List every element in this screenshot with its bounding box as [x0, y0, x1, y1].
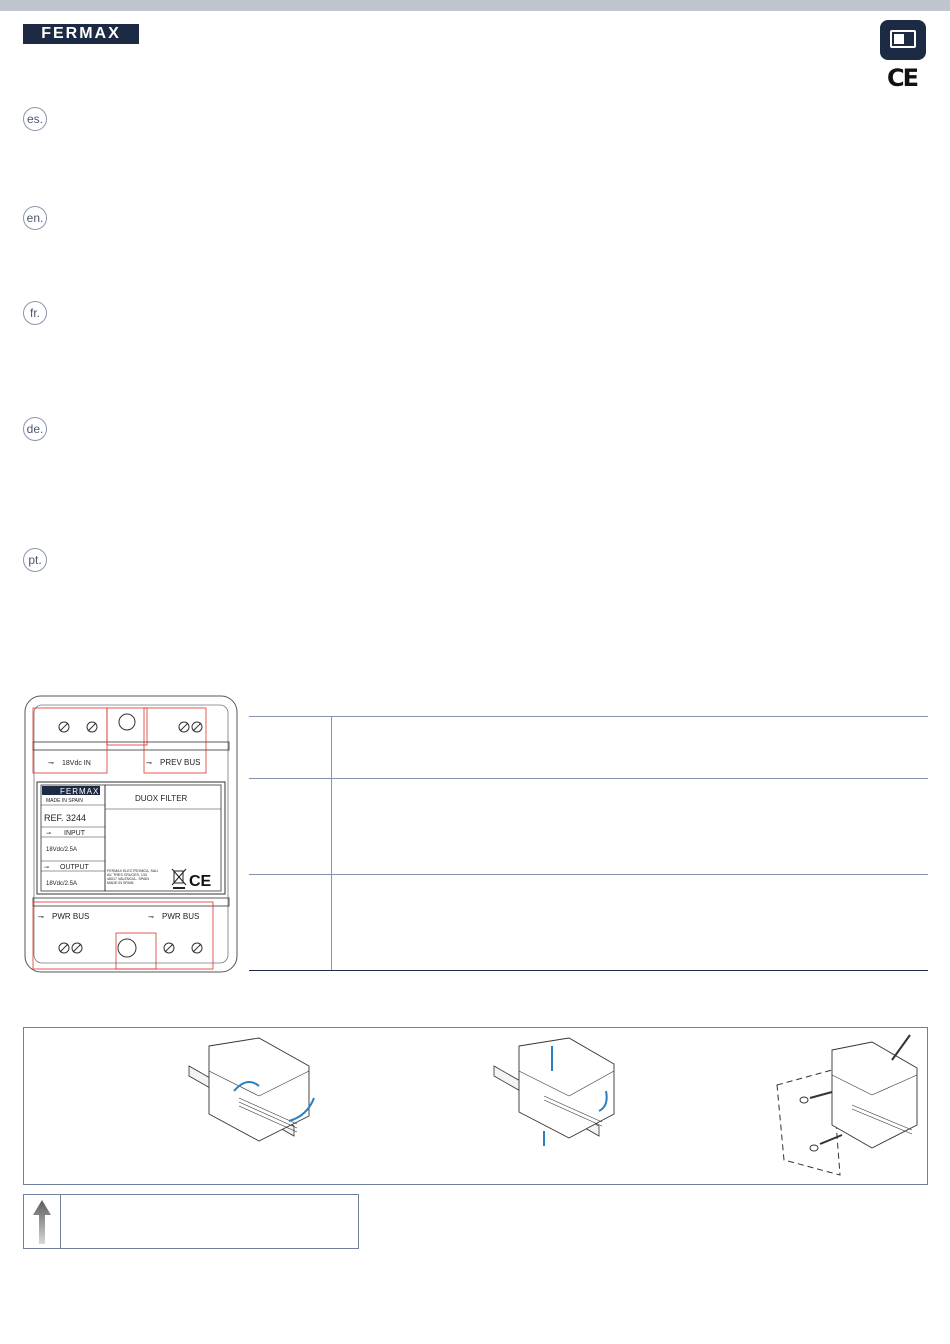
table-row — [249, 716, 928, 717]
table-row — [249, 874, 928, 875]
orientation-note-box — [23, 1194, 359, 1249]
monitor-icon — [880, 20, 926, 60]
terminal-18vdc-in: 18Vdc IN — [62, 760, 91, 767]
label-output-value: 18Vdc/2.5A — [46, 881, 78, 887]
svg-text:⊸: ⊸ — [46, 831, 52, 837]
svg-text:⊸: ⊸ — [48, 760, 54, 767]
svg-text:⊸: ⊸ — [38, 914, 44, 921]
svg-text:⊸: ⊸ — [44, 865, 50, 871]
label-address-2: AV. TRES CRUCES, 133 — [107, 873, 147, 877]
terminal-pwr-bus-left: PWR BUS — [52, 912, 90, 921]
label-address-3: 46017 VALENCIA - SPAIN — [107, 877, 150, 881]
svg-text:⊸: ⊸ — [146, 760, 152, 767]
installation-box — [23, 1027, 928, 1185]
label-ref: REF. 3244 — [44, 813, 87, 823]
lang-badge-fr: fr. — [23, 301, 47, 325]
label-product: DUOX FILTER — [135, 794, 188, 803]
label-input-value: 18Vdc/2.5A — [46, 847, 78, 853]
label-input: INPUT — [64, 830, 85, 837]
up-arrow-icon — [31, 1199, 53, 1245]
device-front-diagram — [24, 695, 238, 973]
din-rail-remove-illustration — [484, 1036, 634, 1146]
table-row — [249, 778, 928, 779]
wall-mount-illustration — [772, 1030, 922, 1180]
label-output: OUTPUT — [60, 864, 89, 871]
label-ce-mark: CE — [189, 873, 212, 890]
spec-table — [249, 716, 928, 971]
lang-badge-es: es. — [23, 107, 47, 131]
din-rail-mount-illustration — [179, 1036, 329, 1146]
label-address-4: MADE IN SPAIN — [107, 881, 134, 885]
terminal-prev-bus: PREV BUS — [160, 758, 201, 767]
top-bar — [0, 0, 950, 11]
table-column-divider — [331, 716, 332, 971]
table-bottom-rule — [249, 970, 928, 971]
lang-badge-de: de. — [23, 417, 47, 441]
ce-mark: CE — [887, 64, 918, 92]
lang-badge-en: en. — [23, 206, 47, 230]
label-made-in: MADE IN SPAIN — [46, 798, 83, 804]
terminal-pwr-bus-right: PWR BUS — [162, 912, 200, 921]
lang-badge-pt: pt. — [23, 548, 47, 572]
label-address-1: FERMAX ELECTRONICA, SAU — [107, 869, 158, 873]
label-brand: FERMAX — [60, 787, 100, 796]
svg-text:⊸: ⊸ — [148, 914, 154, 921]
fermax-logo: FERMAX — [23, 24, 139, 44]
note-divider — [60, 1195, 61, 1248]
